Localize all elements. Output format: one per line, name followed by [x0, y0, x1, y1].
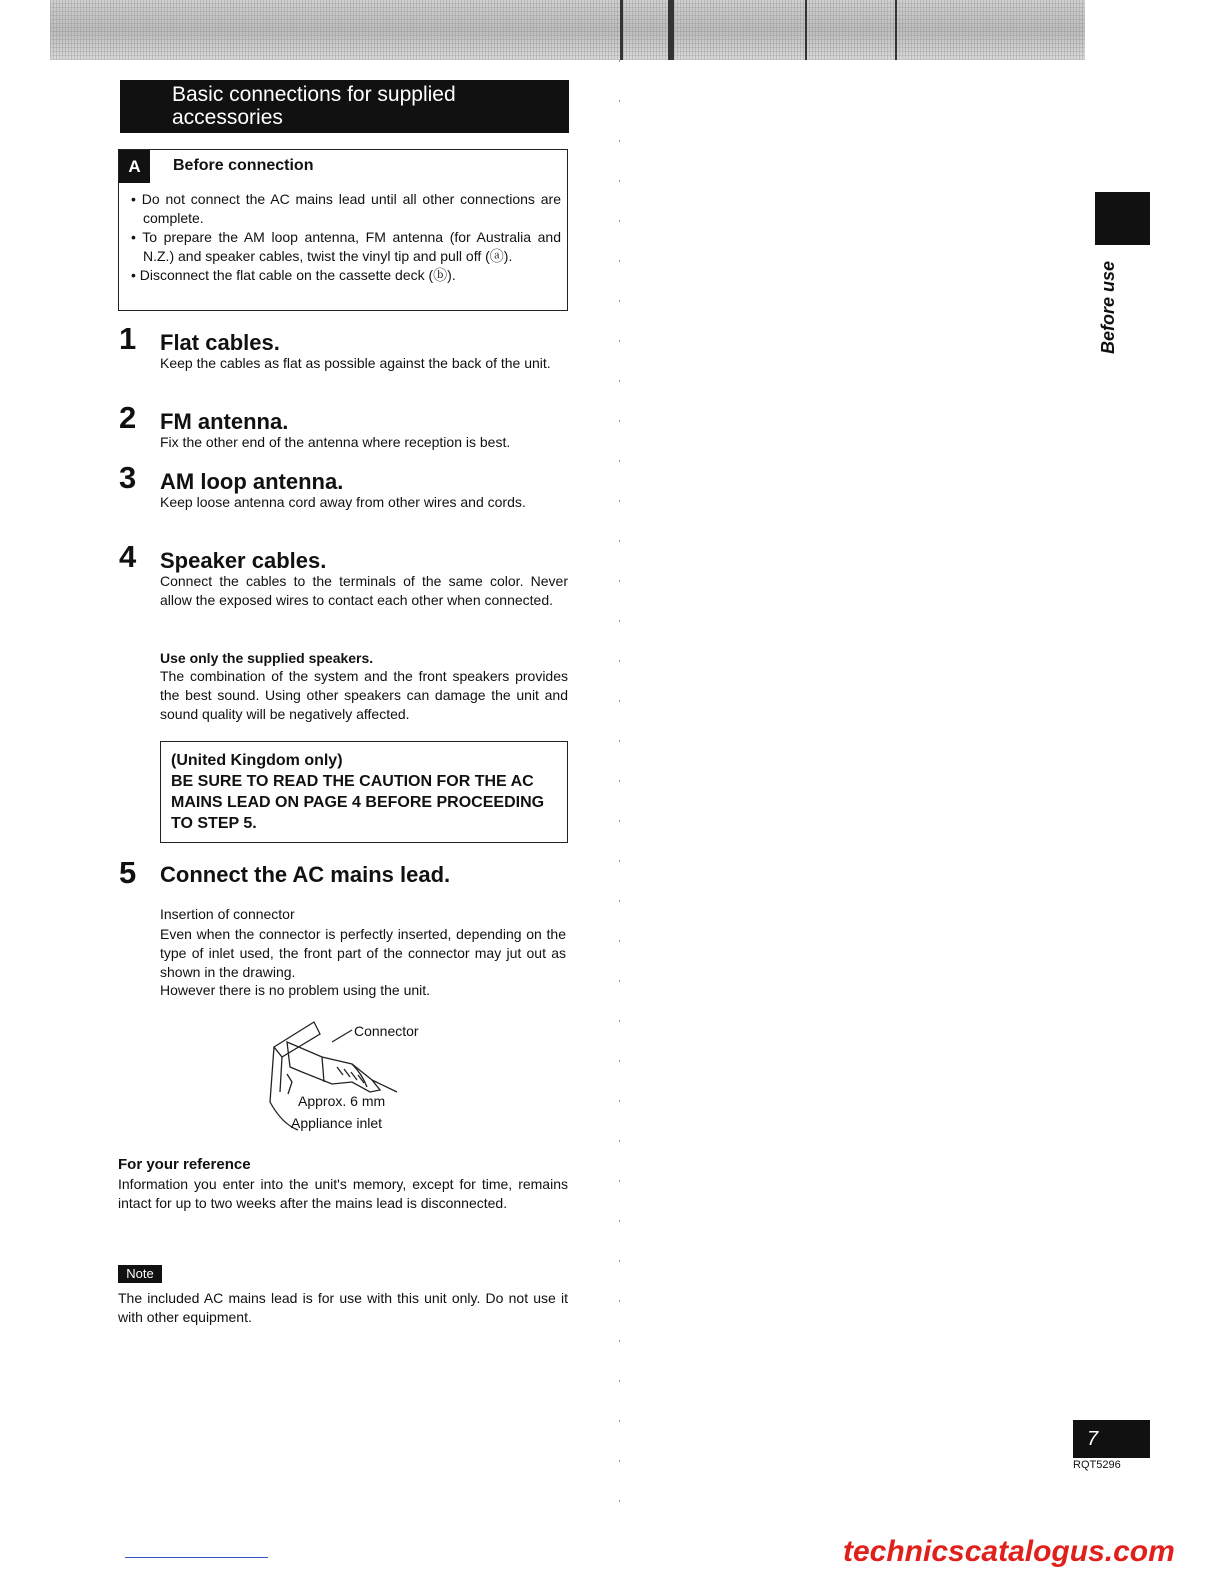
step-4-number: 4: [119, 539, 137, 574]
step-2-text: Fix the other end of the antenna where reception is best.: [160, 434, 511, 450]
appliance-inlet-label: Appliance inlet: [291, 1115, 383, 1131]
approx-label: Approx. 6 mm: [298, 1093, 386, 1109]
before-connection-list: [131, 190, 561, 285]
list-item: • Do not connect the AC mains lead until all other connections are complete.: [131, 191, 561, 226]
insertion-text-2: However there is no problem using the unit.: [160, 982, 431, 998]
list-item: • To prepare the AM loop antenna, FM antenna (for Australia and N.Z.) and speaker cables, twist the vinyl tip and pull off (ⓐ).: [131, 229, 561, 264]
side-tab-marker: [1095, 192, 1150, 245]
step-4-title: Speaker cables.: [160, 548, 327, 573]
side-tab-label: Before use: [1098, 260, 1118, 354]
step-2-number: 2: [119, 400, 137, 435]
document-code: RQT5296: [1073, 1459, 1121, 1471]
step-1-title: Flat cables.: [160, 330, 280, 355]
uk-warning-box: [160, 741, 568, 843]
step-3-title: AM loop antenna.: [160, 469, 344, 494]
center-fold-line: [619, 60, 620, 1510]
reference-text: Information you enter into the unit's memory, except for time, remains intact for up to two weeks after the mains lead is disconnected.: [118, 1176, 568, 1211]
insertion-title: Insertion of connector: [160, 906, 295, 922]
note-badge: Note: [118, 1265, 162, 1283]
step-4-text: Connect the cables to the terminals of the same color. Never allow the exposed wires to contact each other when connected.: [160, 573, 568, 608]
step-3-number: 3: [119, 460, 137, 495]
uk-warning-text: BE SURE TO READ THE CAUTION FOR THE AC MAINS LEAD ON PAGE 4 BEFORE PROCEEDING TO STEP 5.: [171, 773, 545, 832]
step-2-title: FM antenna.: [160, 409, 289, 434]
step-1-text: Keep the cables as flat as possible against the back of the unit.: [160, 355, 551, 371]
watermark: technicscatalogus.com: [843, 1535, 1175, 1568]
step-5-number: 5: [119, 855, 137, 890]
speakers-note-title: Use only the supplied speakers.: [160, 650, 374, 666]
step-5-title: Connect the AC mains lead.: [160, 862, 451, 887]
connector-label: Connector: [354, 1023, 419, 1039]
section-title: Basic connections for supplied accessories: [120, 80, 569, 133]
footer-divider: [125, 1557, 268, 1558]
insertion-text: Even when the connector is perfectly inserted, depending on the type of inlet used, the front part of the connector may jut out as shown in the drawing.: [160, 926, 566, 980]
top-band: [50, 0, 1085, 60]
before-connection-box: [118, 149, 568, 311]
reference-title: For your reference: [118, 1156, 251, 1173]
step-3-text: Keep loose antenna cord away from other wires and cords.: [160, 494, 526, 510]
page-number: 7: [1073, 1420, 1150, 1458]
uk-warning-heading: (United Kingdom only): [171, 752, 343, 769]
note-text: The included AC mains lead is for use with this unit only. Do not use it with other equipment.: [118, 1290, 568, 1325]
before-connection-title: Before connection: [173, 157, 314, 174]
badge-a: A: [119, 150, 150, 183]
step-1-number: 1: [119, 321, 137, 356]
list-item: • Disconnect the flat cable on the cassette deck (ⓑ).: [131, 267, 456, 283]
speakers-note-text: The combination of the system and the front speakers provides the best sound. Using other speakers can damage the unit and sound quality will be negatively affected.: [160, 668, 568, 722]
